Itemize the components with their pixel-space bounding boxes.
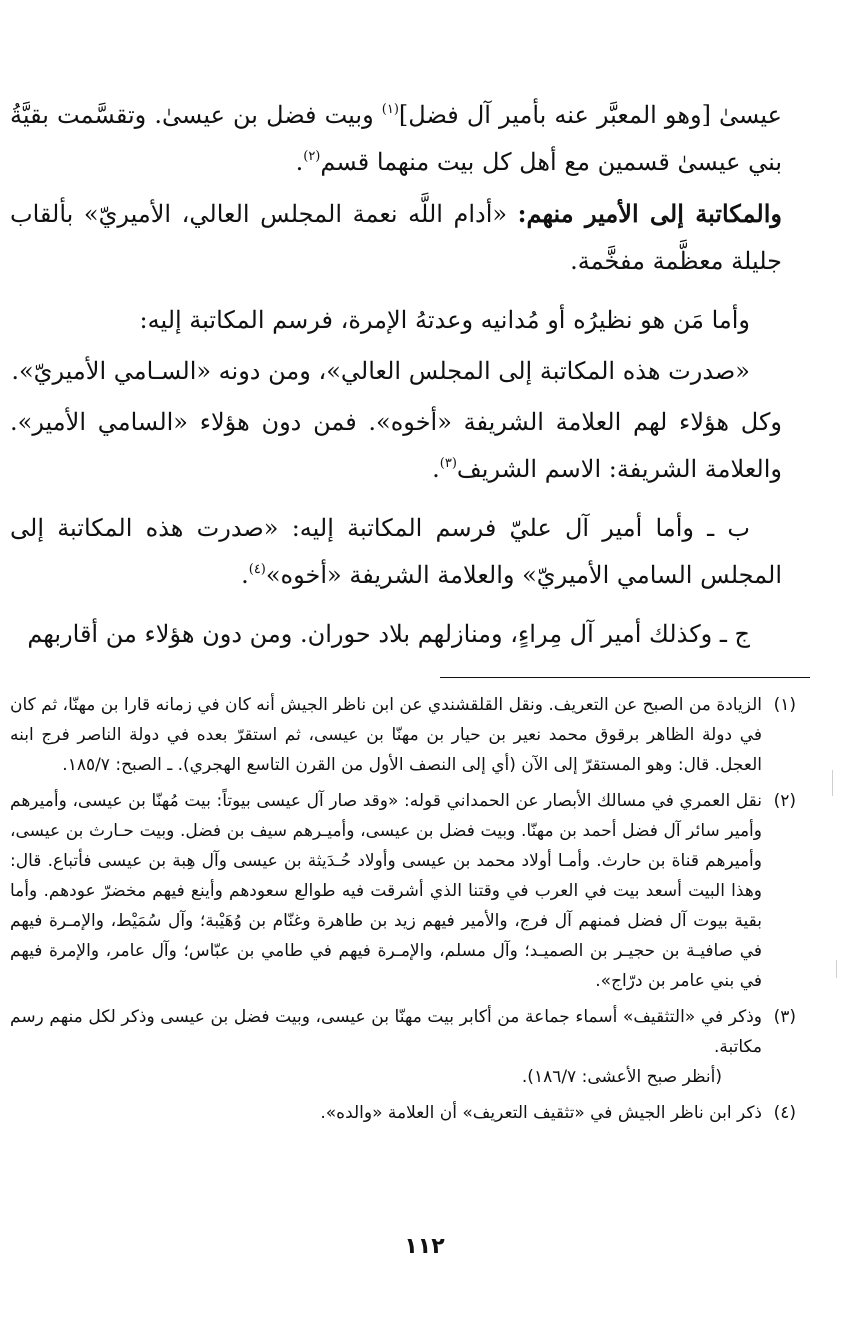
paragraph-7: ج ـ وكذلك أمير آل مِراءٍ، ومنازلهم بلاد حوران. ومن دون هؤلاء من أقاربهم <box>27 620 750 648</box>
footnote-divider <box>440 677 810 678</box>
footnote-number: (٤) <box>773 1103 796 1123</box>
page-number: ١١٢ <box>404 1234 445 1259</box>
paragraph-3: وأما مَن هو نظيرُه أو مُدانيه وعدتهُ الإمرة، فرسم المكاتبة إليه: <box>139 306 750 334</box>
paragraph-2-text: «أدام اللَّه نعمة المجلس العالي، الأميريّ» بألقاب جليلة معظَّمة مفخَّمة. <box>10 200 782 275</box>
paragraph-1-text-b: وبيت فضل بن عيسىٰ. وتقسَّمت بقيَّةُ بني عيسىٰ قسمين مع أهل كل بيت منهما قسم <box>10 101 782 176</box>
footnote-2 <box>10 786 796 996</box>
paragraph-1-text-a: عيسىٰ [وهو المعبَّر عنه بأمير آل فضل] <box>398 101 782 129</box>
footnotes-section <box>10 690 796 1134</box>
paragraph-4: «صدرت هذه المكاتبة إلى المجلس العالي»، ومن دونه «السـامي الأميريّ». <box>11 357 750 385</box>
footnote-ref-2[interactable]: (٢) <box>303 149 321 164</box>
footnote-number: (٢) <box>773 791 796 811</box>
scan-artifact <box>836 960 837 978</box>
footnote-text: ذكر ابن ناظر الجيش في «تثقيف التعريف» أن العلامة «والده». <box>320 1103 762 1123</box>
paragraph-5 <box>10 399 782 493</box>
paragraph-2-heading: والمكاتبة إلى الأمير منهم: <box>517 199 782 228</box>
scan-artifact <box>832 770 833 796</box>
footnote-number: (٣) <box>773 1007 796 1027</box>
paragraph-5-end: . <box>432 455 440 483</box>
footnote-3 <box>10 1002 796 1092</box>
paragraph-6-end: . <box>241 561 249 589</box>
footnote-1 <box>10 690 796 780</box>
paragraph-1-end: . <box>295 148 304 176</box>
footnote-text: الزيادة من الصبح عن التعريف. ونقل القلقشندي عن ابن ناظر الجيش أنه كان في زمانه قارا بن مهنّا، ثم كان في دولة الظاهر برقوق محمد نعير بن حيار بن مهنّا بن عيسى، ثم استقرّ بعده في دولة الناصر فرج ابنه العجل. قال: وهو المستقرّ إلى الآن (أي إلى النصف الأول من القرن التاسع الهجري). ـ الصبح: ١٨٥/٧. <box>10 695 762 775</box>
footnote-ref-4[interactable]: (٤) <box>248 562 266 577</box>
footnote-citation: (أنظر صبح الأعشى: ١٨٦/٧). <box>521 1067 722 1087</box>
paragraph-2 <box>10 190 782 285</box>
paragraph-6-text: ب ـ وأما أمير آل عليّ فرسم المكاتبة إليه: «صدرت هذه المكاتبة إلى المجلس السامي الأميريّ» والعلامة الشريفة «أخوه» <box>10 514 782 589</box>
footnote-4 <box>10 1098 796 1128</box>
footnote-ref-3[interactable]: (٣) <box>439 456 457 471</box>
paragraph-1 <box>10 92 782 186</box>
footnote-number: (١) <box>773 695 796 715</box>
paragraph-6 <box>10 505 782 599</box>
footnote-text: نقل العمري في مسالك الأبصار عن الحمداني قوله: «وقد صار آل عيسى بيوتاً: بيت مُهنّا بن عيسى، وأميرهم وأمير سائر آل فضل أحمد بن مهنّا. وبيت فضل بن عيسى، وأميـرهم سيف بن فضل. وبيت حـارث بن عيسى، وأميرهم قناة بن حارث. وأمـا أولاد محمد بن عيسى وأولاد حُـدَيثة بن عيسى وآل هِبة بن عيسى فأتباع. قال: وهذا البيت أسعد بيت في العرب في وقتنا الذي أشرقت فيه طوالع سعودهم وأينع فيهم مخضرّ عودهم. وأما بقية بيوت آل فضل فمنهم آل فرج، والأمير فيهم زيد بن طاهرة وغنّام بن وُهَيْبة؛ وآل سُمَيْط، والإمـرة فيهم في صافيـة بن حجيـر بن الصميـد؛ وآل مسلم، والإمـرة فيهم في طامي بن عبّاس؛ وآل عامر، والإمرة فيهم في بني عامر بن درّاج». <box>10 791 762 991</box>
footnote-text: وذكر في «التثقيف» أسماء جماعة من أكابر بيت مهنّا بن عيسى، وبيت فضل بن عيسى وذكر لكل منهم رسم مكاتبة. <box>10 1007 762 1057</box>
main-text <box>10 92 782 670</box>
paragraph-5-text: وكل هؤلاء لهم العلامة الشريفة «أخوه». فمن دون هؤلاء «السامي الأمير». والعلامة الشريفة: الاسم الشريف <box>10 408 782 483</box>
footnote-ref-1[interactable]: (١) <box>381 102 399 117</box>
